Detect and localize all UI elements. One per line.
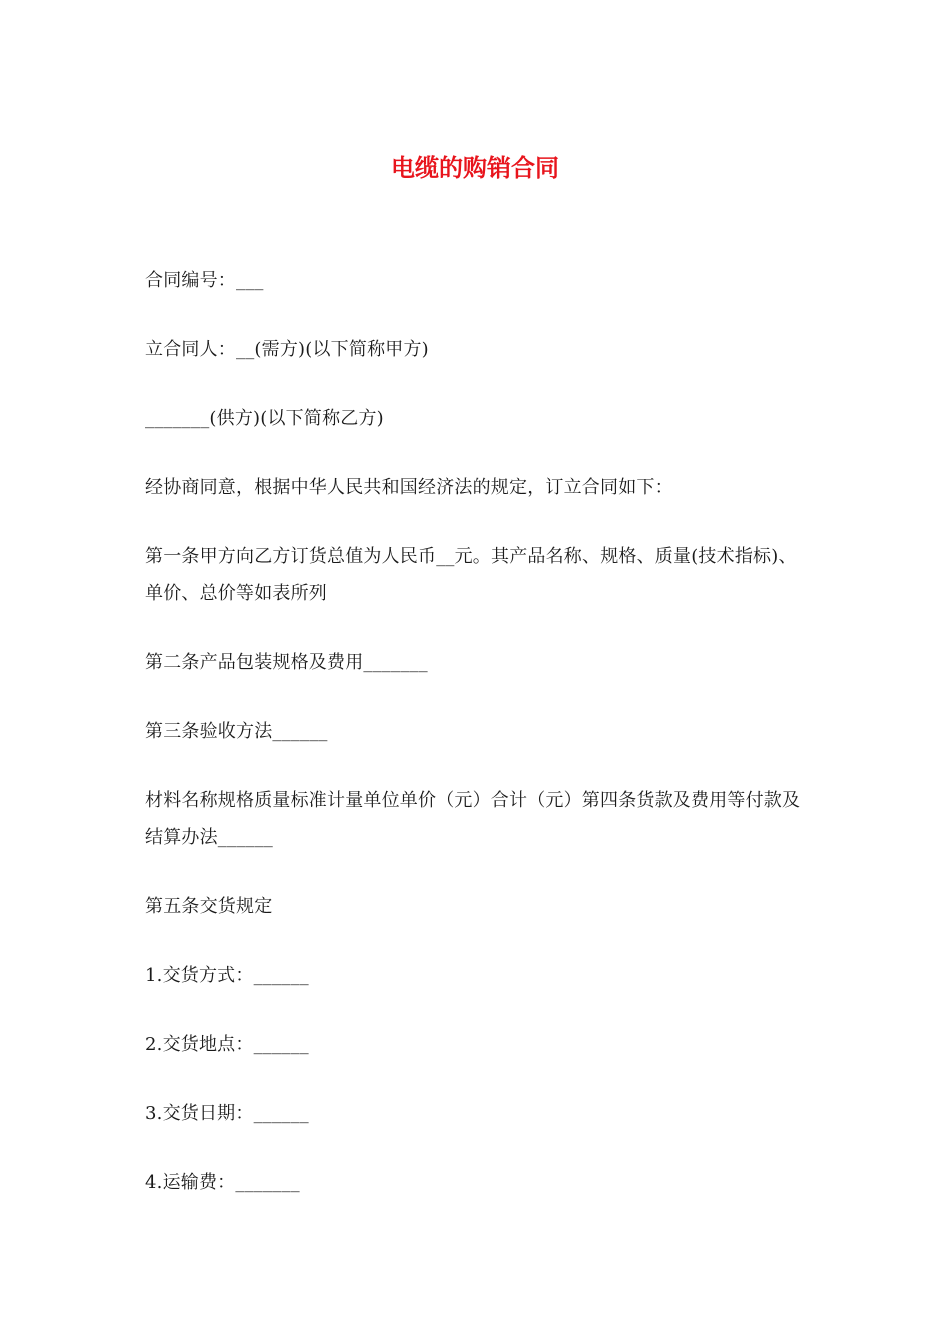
- document-body: [145, 262, 805, 1233]
- document-title: 电缆的购销合同: [391, 154, 559, 182]
- article-1: 第一条甲方向乙方订货总值为人民币__元。其产品名称、规格、质量(技术指标)、单价、总价等如表所列: [145, 546, 797, 604]
- article-5: 第五条交货规定: [145, 896, 273, 917]
- transport-fee: 4.运输费：_______: [145, 1172, 300, 1193]
- party-b-line: _______(供方)(以下简称乙方): [145, 408, 384, 429]
- article-3: 第三条验收方法______: [145, 721, 328, 742]
- party-a-line: 立合同人：__(需方)(以下简称甲方): [145, 339, 429, 360]
- delivery-method: 1.交货方式：______: [145, 965, 309, 986]
- contract-number: 合同编号：___: [145, 270, 264, 291]
- preamble: 经协商同意，根据中华人民共和国经济法的规定，订立合同如下：: [145, 477, 673, 498]
- delivery-date: 3.交货日期：______: [145, 1103, 309, 1124]
- table-header-and-article-4: 材料名称规格质量标准计量单位单价（元）合计（元）第四条货款及费用等付款及结算办法______: [145, 790, 801, 848]
- article-2: 第二条产品包装规格及费用_______: [145, 652, 428, 673]
- delivery-location: 2.交货地点：______: [145, 1034, 309, 1055]
